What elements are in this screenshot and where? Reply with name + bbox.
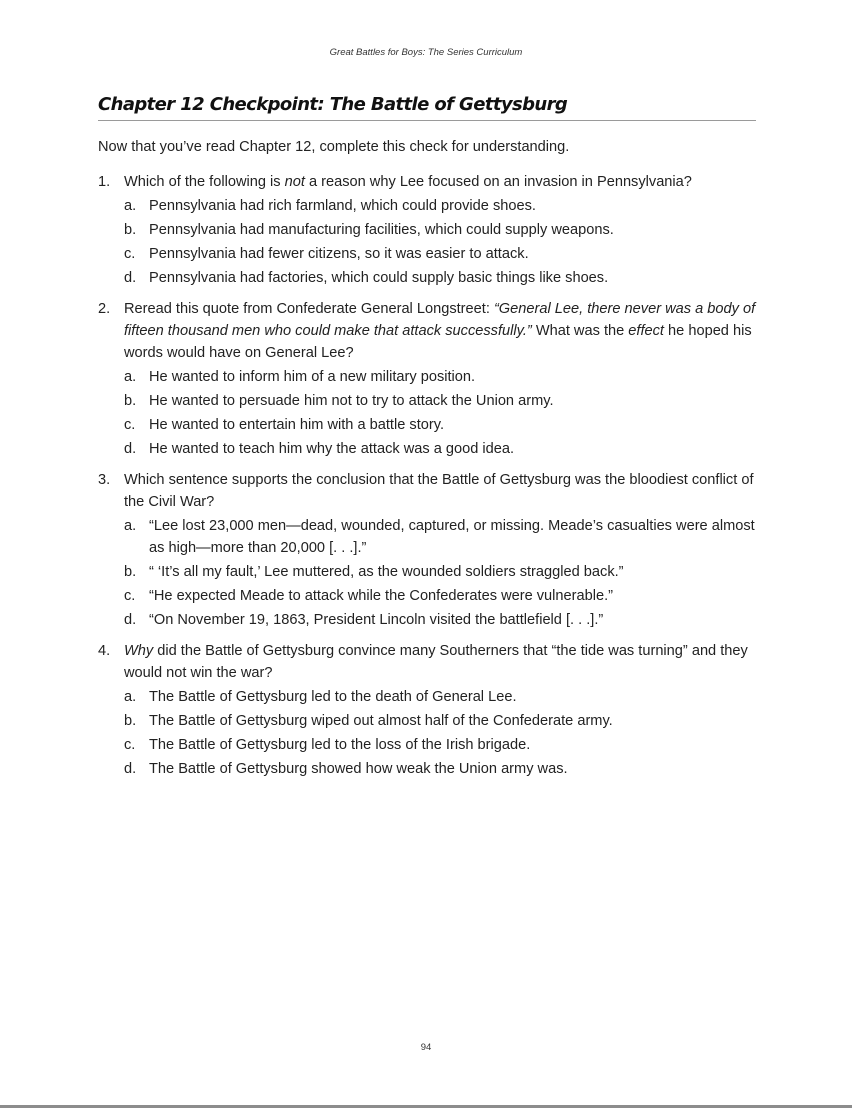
answer-letter: c.: [124, 417, 136, 433]
answer-text: The Battle of Gettysburg wiped out almost half of the Confederate army.: [149, 713, 613, 729]
answer-option: [124, 609, 758, 631]
answer-letter: a.: [124, 369, 137, 385]
page-number: 94: [420, 1042, 432, 1053]
question-row: [98, 640, 758, 684]
answer-text: Pennsylvania had factories, which could supply basic things like shoes.: [149, 270, 609, 286]
question-text-part: Which sentence supports the conclusion that the Battle of Gettysburg was the bloodiest conflict of the Civil War?: [124, 472, 754, 510]
question-text-part: What was the: [531, 323, 629, 339]
answer-option: [124, 561, 758, 583]
answer-option: [124, 390, 758, 412]
answer-letter: d.: [124, 612, 137, 628]
answer-option: [124, 219, 758, 241]
answer-letter: d.: [124, 761, 137, 777]
question-text: [124, 469, 758, 513]
answer-option: [124, 414, 758, 436]
answer-letter: b.: [124, 564, 137, 580]
answer-option: [124, 515, 758, 559]
answer-text: “On November 19, 1863, President Lincoln visited the battlefield [. . .].”: [149, 612, 604, 628]
answer-text: He wanted to teach him why the attack was a good idea.: [149, 441, 515, 457]
running-header: Great Battles for Boys: The Series Curriculum: [329, 47, 523, 58]
question-text: [124, 298, 758, 364]
question-row: [98, 171, 758, 193]
answer-letter: b.: [124, 713, 137, 729]
answer-option: [124, 758, 758, 780]
answer-option: [124, 585, 758, 607]
question-row: [98, 469, 758, 513]
answer-text: The Battle of Gettysburg led to the death of General Lee.: [149, 689, 517, 705]
answer-letter: d.: [124, 270, 137, 286]
page-title: Chapter 12 Checkpoint: The Battle of Gettysburg: [98, 94, 756, 121]
answer-option: [124, 243, 758, 265]
question-number: 1.: [98, 174, 111, 190]
question-text-part: he hoped his words would have on General Lee?: [124, 323, 752, 361]
question-text: [124, 171, 758, 193]
answer-text: He wanted to inform him of a new military position.: [149, 369, 476, 385]
answer-text: The Battle of Gettysburg showed how weak the Union army was.: [149, 761, 568, 777]
answer-option: [124, 686, 758, 708]
answer-list: [124, 686, 758, 780]
answer-letter: b.: [124, 222, 137, 238]
answer-option: [124, 438, 758, 460]
answer-list: [124, 195, 758, 289]
answer-text: He wanted to persuade him not to try to attack the Union army.: [149, 393, 554, 409]
answer-letter: a.: [124, 518, 137, 534]
answer-letter: c.: [124, 737, 136, 753]
answer-letter: c.: [124, 588, 136, 604]
question-text-part: did the Battle of Gettysburg convince many Southerners that “the tide was turning” and they would not win the war?: [124, 643, 748, 681]
answer-option: [124, 267, 758, 289]
answer-text: He wanted to entertain him with a battle story.: [149, 417, 444, 433]
answer-option: [124, 195, 758, 217]
answer-text: “Lee lost 23,000 men—dead, wounded, captured, or missing. Meade’s casualties were almost as high—more than 20,000 [. . .].”: [149, 518, 755, 556]
question-list: [98, 171, 758, 789]
question-text-part: Reread this quote from Confederate General Longstreet:: [124, 301, 494, 317]
answer-letter: c.: [124, 246, 136, 262]
question-item: [98, 298, 758, 460]
answer-text: Pennsylvania had manufacturing facilities, which could supply weapons.: [149, 222, 614, 238]
answer-list: [124, 515, 758, 631]
question-text-italic: not: [284, 174, 305, 190]
answer-letter: b.: [124, 393, 137, 409]
question-item: [98, 469, 758, 631]
question-text: [124, 640, 758, 684]
question-text-part: Which of the following is: [124, 174, 285, 190]
question-text-italic: Why: [124, 643, 154, 659]
answer-text: “He expected Meade to attack while the Confederates were vulnerable.”: [149, 588, 614, 604]
answer-text: Pennsylvania had fewer citizens, so it was easier to attack.: [149, 246, 529, 262]
question-item: [98, 171, 758, 289]
answer-text: The Battle of Gettysburg led to the loss of the Irish brigade.: [149, 737, 531, 753]
question-item: [98, 640, 758, 780]
intro-text: Now that you’ve read Chapter 12, complete this check for understanding.: [98, 139, 570, 155]
answer-letter: a.: [124, 689, 137, 705]
question-number: 3.: [98, 472, 111, 488]
question-row: [98, 298, 758, 364]
answer-letter: d.: [124, 441, 137, 457]
question-text-part: a reason why Lee focused on an invasion in Pennsylvania?: [304, 174, 692, 190]
answer-option: [124, 366, 758, 388]
answer-option: [124, 710, 758, 732]
answer-text: “ ‘It’s all my fault,’ Lee muttered, as the wounded soldiers straggled back.”: [149, 564, 624, 580]
question-text-italic: effect: [628, 323, 664, 339]
answer-list: [124, 366, 758, 460]
answer-text: Pennsylvania had rich farmland, which could provide shoes.: [149, 198, 536, 214]
answer-option: [124, 734, 758, 756]
question-number: 4.: [98, 643, 111, 659]
question-number: 2.: [98, 301, 111, 317]
question-text-italic: “General Lee, there never was a body of fifteen thousand men who could make that attack successfully.”: [124, 301, 756, 339]
answer-letter: a.: [124, 198, 137, 214]
